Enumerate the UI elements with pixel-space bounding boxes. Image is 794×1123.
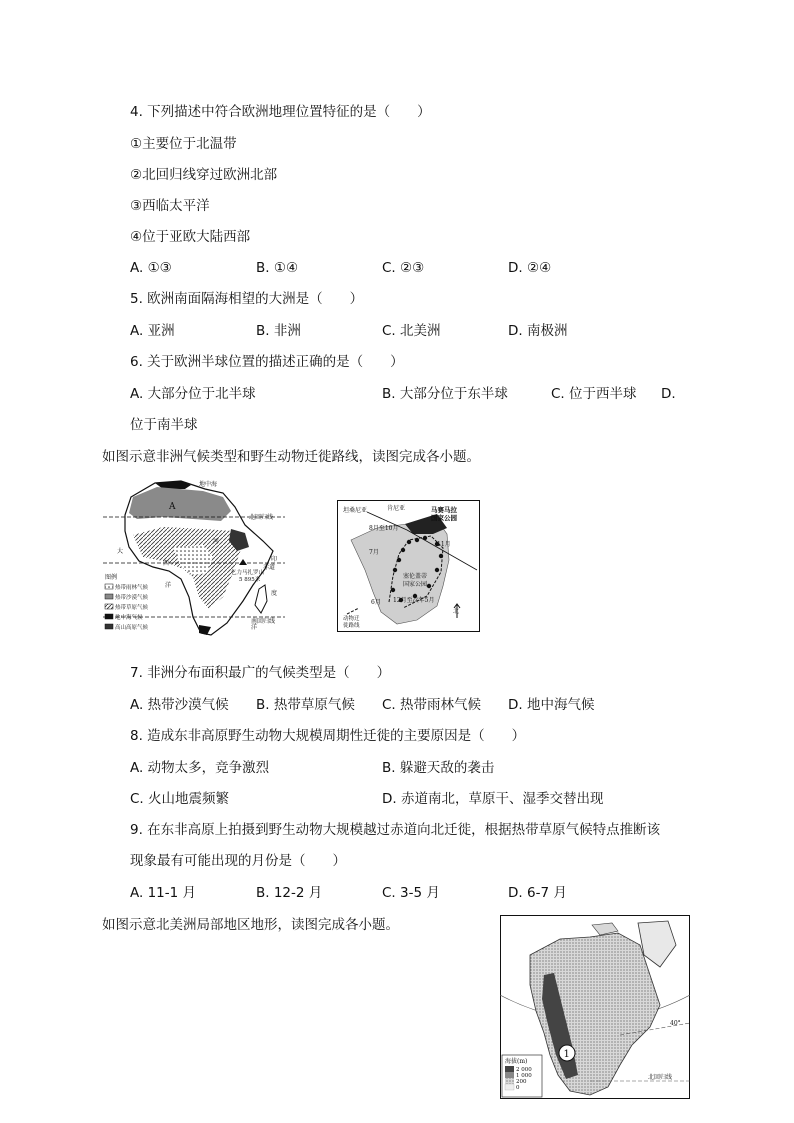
label-masai: 马赛马拉 [431, 506, 457, 514]
q5-option-d[interactable]: D. 南极洲 [508, 323, 568, 339]
na-legend-200: 200 [516, 1079, 527, 1085]
q6-option-d[interactable]: D. [661, 386, 676, 402]
q4-option-c[interactable]: C. ②③ [382, 260, 425, 276]
label-north: 北 [453, 608, 460, 615]
na-legend-2000: 2 000 [516, 1067, 532, 1073]
label-masai-2: 国家公园 [431, 514, 457, 522]
label-tropic-south: 南回归线 [251, 618, 276, 625]
q5-option-b[interactable]: B. 非洲 [256, 323, 301, 339]
africa-climate-map [103, 477, 285, 649]
q7-stem: 7. 非洲分布面积最广的气候类型是（ ） [130, 665, 391, 681]
q4-statement-3: ③西临太平洋 [130, 198, 210, 214]
q9-option-c[interactable]: C. 3-5 月 [382, 885, 440, 901]
q8-option-c[interactable]: C. 火山地震频繁 [130, 791, 230, 807]
q9-stem: 9. 在东非高原上拍摄到野生动物大规模越过赤道向北迁徙，根据热带草原气候特点推断该 [130, 822, 661, 838]
na-legend-0: 0 [516, 1085, 520, 1091]
label-serengeti: 塞伦盖蒂 [403, 573, 428, 580]
q4-option-a[interactable]: A. ①③ [130, 260, 172, 276]
q6-option-d-continued: 位于南半球 [130, 417, 198, 433]
label-serengeti-2: 国家公园 [403, 581, 428, 588]
legend-item-4: 高山高原气候 [115, 625, 149, 631]
q9-option-a[interactable]: A. 11-1 月 [130, 885, 197, 901]
q9-option-b[interactable]: B. 12-2 月 [256, 885, 323, 901]
q8-option-b[interactable]: B. 躲避天敌的袭击 [382, 760, 495, 776]
q7-option-d[interactable]: D. 地中海气候 [508, 697, 595, 713]
q6-option-b[interactable]: B. 大部分位于东半球 [382, 386, 508, 402]
q8-stem: 8. 造成东非高原野生动物大规模周期性迁徙的主要原因是（ ） [130, 728, 526, 744]
label-tropic-north: 北回归线 [249, 514, 274, 521]
label-atlantic-1: 大 [117, 548, 124, 555]
label-jul: 7月 [369, 549, 379, 556]
label-kilimanjaro: 乞力马扎罗山 [231, 570, 265, 576]
intro-africa: 如图示意非洲气候类型和野生动物迁徙路线，读图完成各小题。 [102, 449, 480, 465]
label-nov: 11月 [437, 541, 451, 548]
q7-option-c[interactable]: C. 热带雨林气候 [382, 697, 482, 713]
q6-option-a[interactable]: A. 大部分位于北半球 [130, 386, 256, 402]
label-route-1: 动物迁 [343, 616, 360, 622]
label-lat-40: 40° [670, 1020, 681, 1027]
q5-option-c[interactable]: C. 北美洲 [382, 323, 441, 339]
q4-statement-1: ①主要位于北温带 [130, 136, 237, 152]
label-atlantic-2: 西 [163, 560, 170, 567]
q9-stem-2: 现象最有可能出现的月份是（ ） [130, 853, 346, 869]
intro-north-america: 如图示意北美洲局部地区地形，读图完成各小题。 [102, 917, 399, 933]
q8-option-d[interactable]: D. 赤道南北，草原干、湿季交替出现 [382, 791, 604, 807]
legend-item-2: 热带草原气候 [115, 605, 149, 611]
label-jun: 6月 [371, 599, 381, 606]
label-atlantic-3: 洋 [165, 582, 172, 589]
migration-map [337, 500, 480, 632]
label-equator: 赤道 [263, 564, 276, 571]
q9-option-d[interactable]: D. 6-7 月 [508, 885, 567, 901]
q6-option-c[interactable]: C. 位于西半球 [551, 386, 637, 402]
label-kenya: 肯尼亚 [387, 505, 406, 512]
q4-option-b[interactable]: B. ①④ [256, 260, 299, 276]
na-legend-1000: 1 000 [516, 1073, 532, 1079]
label-circle-1: 1 [563, 1049, 570, 1060]
label-tanzania: 坦桑尼亚 [343, 507, 368, 514]
legend-item-0: 热带雨林气候 [115, 585, 149, 591]
q4-stem: 4. 下列描述中符合欧洲地理位置特征的是（ ） [130, 104, 431, 120]
q7-option-b[interactable]: B. 热带草原气候 [256, 697, 355, 713]
q7-option-a[interactable]: A. 热带沙漠气候 [130, 697, 229, 713]
label-indian-3: 洋 [251, 624, 258, 631]
label-route-2: 徙路线 [343, 623, 360, 629]
label-river: 河 [213, 538, 220, 545]
label-a: A [169, 502, 176, 512]
q4-statement-2: ②北回归线穿过欧洲北部 [130, 167, 278, 183]
na-legend-title: 海拔(m) [505, 1058, 528, 1065]
label-dec-may: 12月至次年5月 [393, 597, 435, 604]
q4-option-d[interactable]: D. ②④ [508, 260, 552, 276]
north-america-terrain-map [500, 915, 690, 1099]
q5-stem: 5. 欧洲南面隔海相望的大洲是（ ） [130, 291, 364, 307]
q6-stem: 6. 关于欧洲半球位置的描述正确的是（ ） [130, 354, 404, 370]
label-aug-oct: 8月至10月 [369, 525, 399, 532]
legend-item-1: 热带沙漠气候 [115, 595, 149, 601]
q4-statement-4: ④位于亚欧大陆西部 [130, 229, 251, 245]
q5-option-a[interactable]: A. 亚洲 [130, 323, 175, 339]
legend-title: 图例 [105, 574, 118, 581]
label-indian-2: 度 [271, 590, 278, 597]
q8-option-a[interactable]: A. 动物太多，竞争激烈 [130, 760, 270, 776]
label-indian-1: 印 [271, 556, 278, 563]
label-tropic: 北回归线 [648, 1074, 673, 1081]
legend-item-3: 地中海气候 [115, 615, 143, 621]
label-kili-height: 5 895米 [239, 577, 261, 583]
label-mediterranean: 地中海 [199, 481, 218, 488]
